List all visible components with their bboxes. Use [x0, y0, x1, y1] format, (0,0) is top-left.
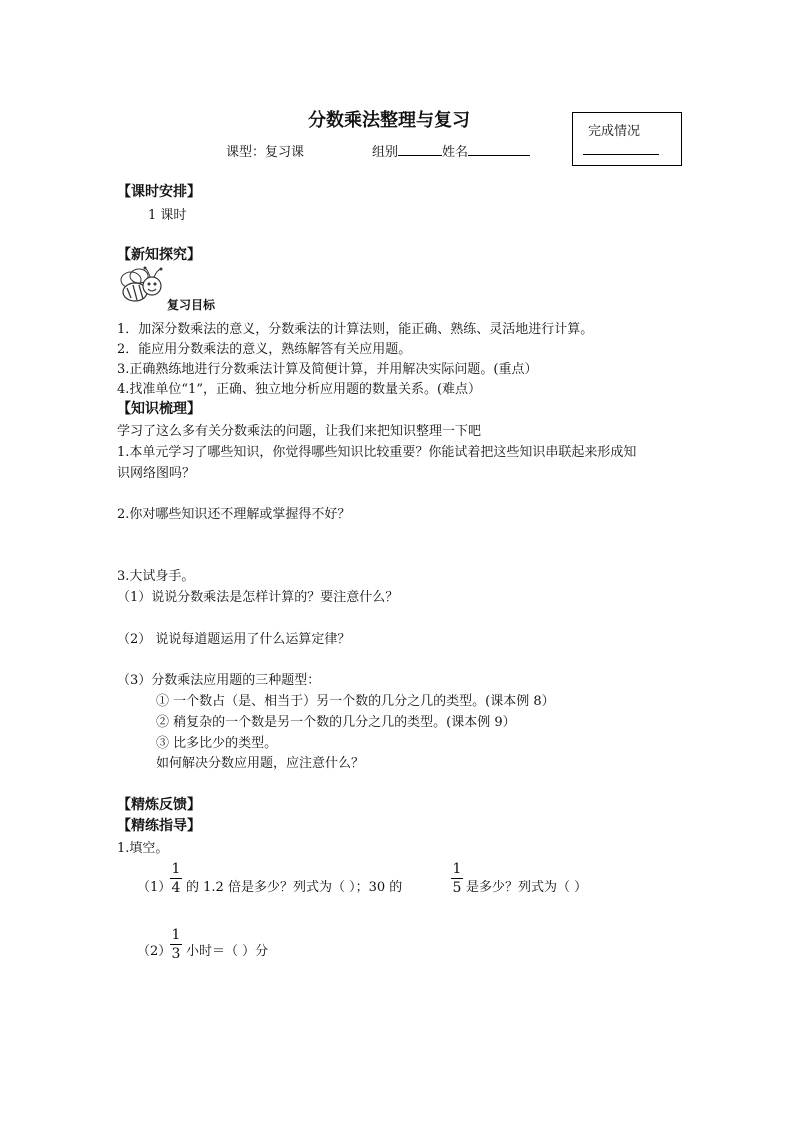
completion-label: 完成情况: [588, 124, 641, 139]
fraction-denominator: 3: [171, 946, 181, 962]
type-item: ① 一个数占（是、相当于）另一个数的几分之几的类型。(课本例 8）: [156, 694, 555, 709]
fraction-one-fifth: [451, 862, 463, 895]
goal-item: 1．加深分数乘法的意义，分数乘法的计算法则，能正确、熟练、灵活地进行计算。: [117, 322, 594, 337]
question-3-2: （2） 说说每道题运用了什么运算定律？: [117, 632, 351, 647]
goal-item: 2．能应用分数乘法的意义，熟练解答有关应用题。: [117, 342, 412, 357]
type-item: ② 稍复杂的一个数是另一个数的几分之几的类型。(课本例 9）: [156, 715, 516, 730]
goal-item: 4.找准单位“1”，正确、独立地分析应用题的数量关系。(难点）: [117, 382, 482, 397]
fraction-numerator: 1: [171, 927, 181, 943]
organize-heading: 【知识梳理】: [117, 401, 201, 417]
goal-title: 复习目标: [167, 298, 216, 312]
question-1: 1.本单元学习了哪些知识，你觉得哪些知识比较重要？你能试着把这些知识串联起来形成知: [117, 445, 637, 460]
fraction-numerator: 1: [452, 861, 462, 877]
explore-heading: 【新知探究】: [117, 247, 201, 263]
type-note: 如何解决分数应用题，应注意什么？: [156, 756, 365, 771]
completion-blank[interactable]: [583, 154, 659, 155]
question-3: 3.大试身手。: [117, 569, 195, 584]
practice-heading: 【精炼反馈】: [117, 797, 201, 813]
question-2: 2.你对哪些知识还不理解或掌握得不好？: [117, 507, 351, 522]
goal-item: 3.正确熟练地进行分数乘法计算及简便计算，并用解决实际问题。(重点）: [117, 362, 538, 377]
name-blank[interactable]: [468, 143, 530, 156]
fraction-numerator: 1: [171, 861, 181, 877]
question-3-1: （1）说说分数乘法是怎样计算的？要注意什么？: [117, 590, 399, 605]
item-1-text-b: 是多少？列式为（ ）: [466, 880, 588, 895]
name-label: 姓名: [442, 145, 469, 160]
fraction-denominator: 5: [452, 880, 462, 896]
item-1-label: （1）: [137, 880, 172, 895]
bee-icon: [117, 264, 167, 306]
practice-sub-heading: 【精练指导】: [117, 818, 201, 834]
group-label: 组别: [372, 145, 399, 160]
group-blank[interactable]: [398, 143, 442, 156]
schedule-heading: 【课时安排】: [117, 184, 201, 200]
group-field[interactable]: [372, 141, 530, 160]
type-item: ③ 比多比少的类型。: [156, 736, 278, 751]
lesson-type: 课型：复习课: [226, 145, 305, 160]
page-title: 分数乘法整理与复习: [308, 110, 470, 131]
schedule-value: 1 课时: [148, 208, 187, 223]
item-2-text: 小时＝（ ）分: [186, 944, 269, 959]
item-1-text-a: 的 1.2 倍是多少？列式为（ ）；30 的: [186, 880, 403, 895]
fill-title: 1.填空。: [117, 841, 169, 856]
item-2-label: （2）: [137, 944, 172, 959]
fraction-one-quarter: [170, 862, 182, 895]
organize-intro: 学习了这么多有关分数乘法的问题，让我们来把知识整理一下吧: [117, 424, 482, 439]
completion-box: [572, 112, 682, 166]
question-1-cont: 识网络图吗？: [117, 466, 196, 481]
question-3-3: （3）分数乘法应用题的三种题型：: [117, 673, 321, 688]
fraction-one-third: [170, 928, 182, 961]
fraction-denominator: 4: [171, 880, 181, 896]
